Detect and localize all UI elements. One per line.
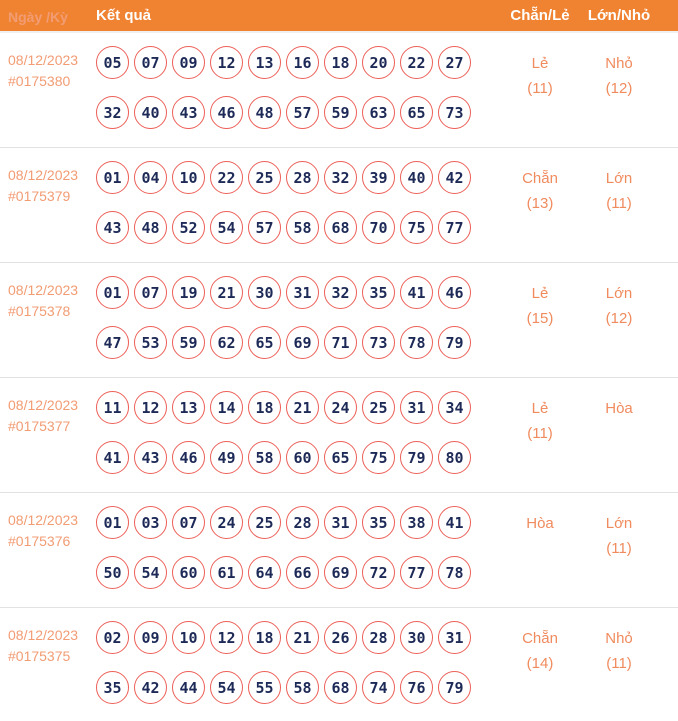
result-row [0, 33, 678, 148]
lottery-ball: 16 [286, 46, 319, 79]
numbers-line-1 [96, 46, 478, 79]
lottery-ball: 31 [286, 276, 319, 309]
lottery-ball: 34 [438, 391, 471, 424]
lottery-ball: 32 [96, 96, 129, 129]
lottery-ball: 77 [438, 211, 471, 244]
lottery-ball: 58 [286, 211, 319, 244]
numbers-line-1 [96, 506, 478, 539]
lottery-ball: 22 [400, 46, 433, 79]
lottery-ball: 09 [134, 621, 167, 654]
drawn-numbers [96, 621, 478, 704]
lottery-ball: 12 [210, 46, 243, 79]
odd-even-label: Lẻ [531, 400, 549, 417]
odd-even-label: Hòa [526, 515, 554, 532]
odd-even-count: (13) [526, 195, 554, 212]
draw-date: 08/12/2023 [8, 167, 79, 183]
lottery-ball: 58 [286, 671, 319, 704]
lottery-ball: 24 [324, 391, 357, 424]
draw-info [0, 161, 96, 244]
big-small-label: Nhỏ [605, 630, 633, 647]
lottery-ball: 57 [248, 211, 281, 244]
lottery-ball: 63 [362, 96, 395, 129]
lottery-ball: 04 [134, 161, 167, 194]
lottery-ball: 31 [438, 621, 471, 654]
lottery-ball: 21 [286, 621, 319, 654]
lottery-ball: 75 [400, 211, 433, 244]
big-small-stat [574, 621, 678, 704]
lottery-ball: 31 [400, 391, 433, 424]
header-ket-qua: Kết quả [96, 7, 152, 24]
lottery-ball: 50 [96, 556, 129, 589]
lottery-ball: 59 [324, 96, 357, 129]
lottery-ball: 65 [324, 441, 357, 474]
lottery-ball: 01 [96, 161, 129, 194]
lottery-ball: 69 [324, 556, 357, 589]
lottery-ball: 60 [286, 441, 319, 474]
lottery-ball: 80 [438, 441, 471, 474]
lottery-ball: 14 [210, 391, 243, 424]
numbers-line-2 [96, 326, 478, 359]
draw-id: #0175376 [8, 533, 71, 549]
drawn-numbers [96, 276, 478, 359]
lottery-ball: 48 [134, 211, 167, 244]
lottery-ball: 69 [286, 326, 319, 359]
lottery-ball: 64 [248, 556, 281, 589]
big-small-label: Lớn [605, 170, 633, 187]
lottery-ball: 18 [248, 391, 281, 424]
draw-info [0, 46, 96, 129]
lottery-ball: 41 [400, 276, 433, 309]
numbers-line-2 [96, 441, 478, 474]
lottery-ball: 59 [172, 326, 205, 359]
lottery-ball: 78 [438, 556, 471, 589]
lottery-ball: 10 [172, 621, 205, 654]
lottery-ball: 25 [248, 161, 281, 194]
lottery-ball: 35 [362, 276, 395, 309]
lottery-ball: 35 [96, 671, 129, 704]
lottery-ball: 46 [172, 441, 205, 474]
numbers-line-1 [96, 161, 478, 194]
odd-even-label: Chẵn [522, 170, 558, 187]
lottery-ball: 41 [96, 441, 129, 474]
draw-info [0, 506, 96, 589]
draw-info [0, 276, 96, 359]
lottery-ball: 18 [248, 621, 281, 654]
big-small-count: (11) [606, 195, 632, 212]
lottery-ball: 73 [362, 326, 395, 359]
lottery-ball: 71 [324, 326, 357, 359]
lottery-ball: 09 [172, 46, 205, 79]
lottery-ball: 28 [362, 621, 395, 654]
lottery-ball: 25 [362, 391, 395, 424]
lottery-ball: 58 [248, 441, 281, 474]
lottery-ball: 30 [400, 621, 433, 654]
lottery-ball: 07 [134, 46, 167, 79]
lottery-ball: 42 [134, 671, 167, 704]
lottery-ball: 31 [324, 506, 357, 539]
draw-date: 08/12/2023 [8, 397, 79, 413]
odd-even-stat [478, 161, 574, 244]
numbers-line-1 [96, 621, 478, 654]
draw-date: 08/12/2023 [8, 282, 79, 298]
lottery-ball: 32 [324, 276, 357, 309]
odd-even-stat [478, 621, 574, 704]
lottery-ball: 47 [96, 326, 129, 359]
result-row [0, 263, 678, 378]
numbers-line-1 [96, 391, 478, 424]
big-small-label: Lớn [605, 515, 633, 532]
lottery-ball: 79 [400, 441, 433, 474]
lottery-ball: 03 [134, 506, 167, 539]
lottery-ball: 13 [172, 391, 205, 424]
numbers-line-2 [96, 211, 478, 244]
lottery-ball: 12 [210, 621, 243, 654]
lottery-ball: 39 [362, 161, 395, 194]
lottery-ball: 25 [248, 506, 281, 539]
big-small-label: Hòa [605, 400, 633, 417]
result-row [0, 378, 678, 493]
lottery-ball: 40 [400, 161, 433, 194]
odd-even-stat [478, 391, 574, 474]
lottery-ball: 28 [286, 506, 319, 539]
odd-even-label: Lẻ [531, 55, 549, 72]
lottery-ball: 54 [134, 556, 167, 589]
draw-id: #0175375 [8, 648, 71, 664]
draw-id: #0175379 [8, 188, 71, 204]
lottery-ball: 61 [210, 556, 243, 589]
lottery-ball: 28 [286, 161, 319, 194]
numbers-line-2 [96, 671, 478, 704]
drawn-numbers [96, 161, 478, 244]
lottery-ball: 75 [362, 441, 395, 474]
lottery-ball: 77 [400, 556, 433, 589]
lottery-ball: 01 [96, 506, 129, 539]
lottery-ball: 54 [210, 671, 243, 704]
draw-info [0, 621, 96, 704]
lottery-ball: 07 [172, 506, 205, 539]
result-row [0, 148, 678, 263]
lottery-ball: 41 [438, 506, 471, 539]
big-small-stat [574, 391, 678, 474]
lottery-ball: 10 [172, 161, 205, 194]
big-small-label: Lớn [605, 285, 633, 302]
odd-even-label: Chẵn [522, 630, 558, 647]
drawn-numbers [96, 506, 478, 589]
lottery-ball: 76 [400, 671, 433, 704]
draw-date: 08/12/2023 [8, 627, 79, 643]
big-small-stat [574, 46, 678, 129]
lottery-ball: 79 [438, 671, 471, 704]
table-header [0, 0, 678, 33]
lottery-ball: 13 [248, 46, 281, 79]
header-chan-le: Chẵn/Lẻ [510, 7, 570, 24]
results-body [0, 33, 678, 721]
lottery-ball: 24 [210, 506, 243, 539]
big-small-stat [574, 276, 678, 359]
lottery-ball: 30 [248, 276, 281, 309]
lottery-ball: 68 [324, 211, 357, 244]
lottery-ball: 74 [362, 671, 395, 704]
lottery-ball: 12 [134, 391, 167, 424]
lottery-ball: 43 [172, 96, 205, 129]
lottery-ball: 43 [134, 441, 167, 474]
result-row [0, 608, 678, 721]
lottery-ball: 22 [210, 161, 243, 194]
lottery-ball: 20 [362, 46, 395, 79]
lottery-ball: 78 [400, 326, 433, 359]
lottery-ball: 57 [286, 96, 319, 129]
lottery-ball: 43 [96, 211, 129, 244]
lottery-ball: 68 [324, 671, 357, 704]
big-small-stat [574, 506, 678, 589]
odd-even-count: (14) [526, 655, 554, 672]
lottery-ball: 73 [438, 96, 471, 129]
lottery-ball: 02 [96, 621, 129, 654]
header-ngay-ky: Ngày /Kỳ [8, 9, 68, 25]
lottery-ball: 42 [438, 161, 471, 194]
lottery-ball: 21 [286, 391, 319, 424]
big-small-count: (11) [606, 655, 632, 672]
numbers-line-2 [96, 96, 478, 129]
lottery-ball: 65 [400, 96, 433, 129]
draw-date: 08/12/2023 [8, 512, 79, 528]
numbers-line-2 [96, 556, 478, 589]
lottery-ball: 32 [324, 161, 357, 194]
lottery-ball: 53 [134, 326, 167, 359]
big-small-stat [574, 161, 678, 244]
lottery-ball: 38 [400, 506, 433, 539]
lottery-ball: 54 [210, 211, 243, 244]
lottery-ball: 55 [248, 671, 281, 704]
draw-id: #0175378 [8, 303, 71, 319]
result-row [0, 493, 678, 608]
drawn-numbers [96, 46, 478, 129]
lottery-ball: 19 [172, 276, 205, 309]
lottery-ball: 65 [248, 326, 281, 359]
lottery-ball: 46 [438, 276, 471, 309]
big-small-label: Nhỏ [605, 55, 633, 72]
odd-even-label: Lẻ [531, 285, 549, 302]
lottery-ball: 44 [172, 671, 205, 704]
lottery-ball: 66 [286, 556, 319, 589]
lottery-ball: 46 [210, 96, 243, 129]
lottery-ball: 60 [172, 556, 205, 589]
lottery-ball: 70 [362, 211, 395, 244]
draw-id: #0175377 [8, 418, 71, 434]
lottery-ball: 07 [134, 276, 167, 309]
odd-even-stat [478, 276, 574, 359]
big-small-count: (12) [605, 310, 633, 327]
odd-even-count: (11) [527, 425, 553, 442]
lottery-ball: 27 [438, 46, 471, 79]
lottery-ball: 62 [210, 326, 243, 359]
lottery-ball: 35 [362, 506, 395, 539]
lottery-ball: 11 [96, 391, 129, 424]
odd-even-stat [478, 46, 574, 129]
lottery-ball: 48 [248, 96, 281, 129]
lottery-ball: 72 [362, 556, 395, 589]
big-small-count: (12) [605, 80, 633, 97]
odd-even-count: (11) [527, 80, 553, 97]
draw-date: 08/12/2023 [8, 52, 79, 68]
drawn-numbers [96, 391, 478, 474]
lottery-ball: 26 [324, 621, 357, 654]
lottery-ball: 49 [210, 441, 243, 474]
numbers-line-1 [96, 276, 478, 309]
lottery-ball: 40 [134, 96, 167, 129]
header-lon-nho: Lớn/Nhỏ [587, 7, 651, 24]
draw-info [0, 391, 96, 474]
big-small-count: (11) [606, 540, 632, 557]
lottery-ball: 79 [438, 326, 471, 359]
lottery-ball: 01 [96, 276, 129, 309]
lottery-ball: 52 [172, 211, 205, 244]
lottery-ball: 21 [210, 276, 243, 309]
odd-even-count: (15) [526, 310, 554, 327]
lottery-ball: 05 [96, 46, 129, 79]
odd-even-stat [478, 506, 574, 589]
draw-id: #0175380 [8, 73, 71, 89]
lottery-ball: 18 [324, 46, 357, 79]
